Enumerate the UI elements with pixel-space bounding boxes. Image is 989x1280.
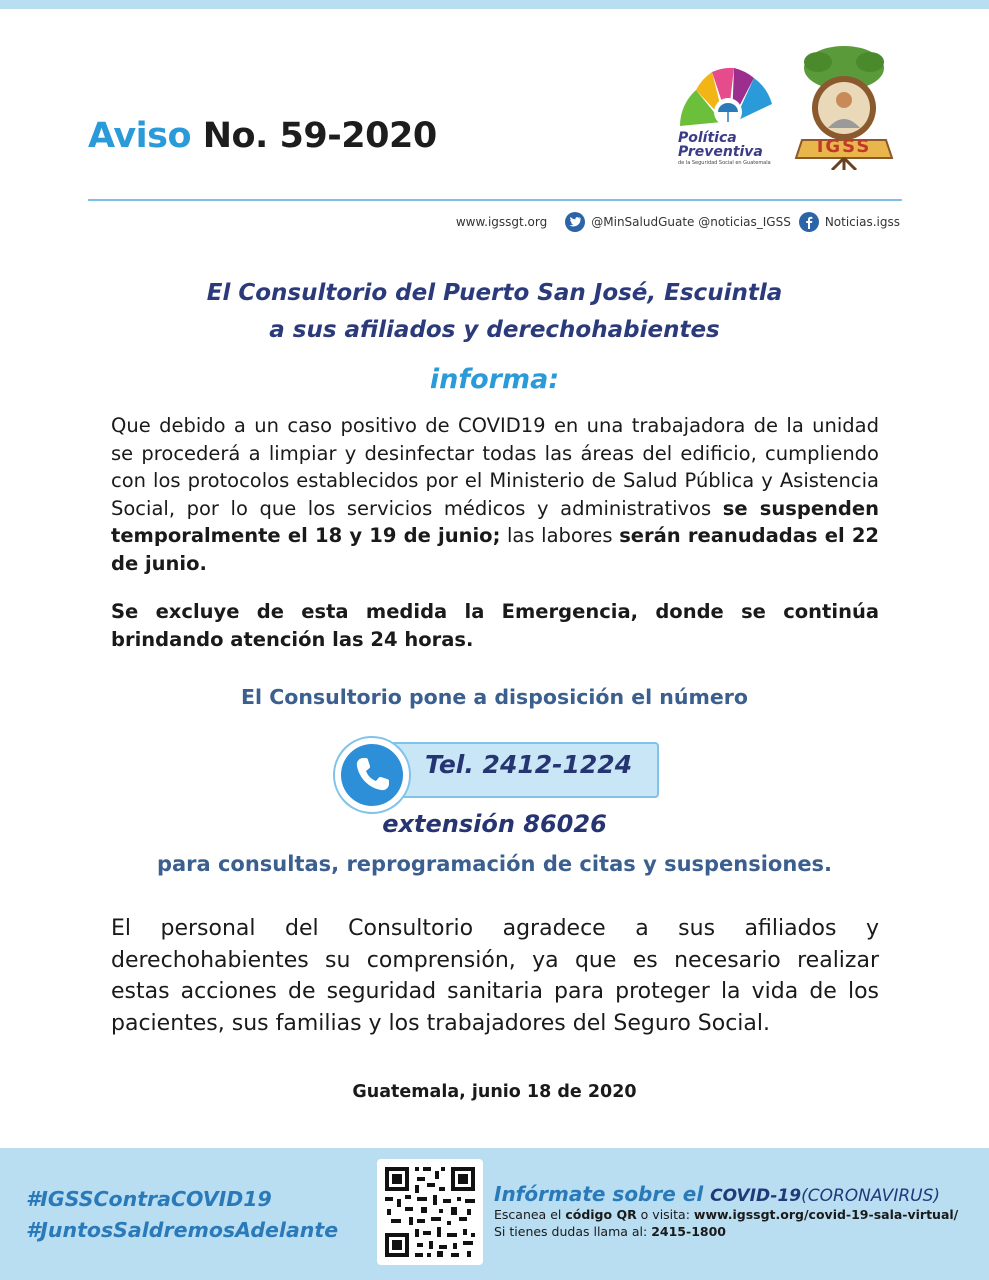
paragraph-text-c: las labores bbox=[500, 524, 620, 547]
top-accent-bar bbox=[0, 0, 989, 9]
aviso-number: No. 59-2020 bbox=[202, 116, 437, 156]
hashtag-igss-contra-covid: #IGSSContraCOVID19 bbox=[26, 1187, 272, 1211]
info-title-text: Infórmate sobre el bbox=[494, 1182, 711, 1206]
phone-box bbox=[333, 736, 657, 802]
aviso-word: Aviso bbox=[88, 116, 192, 156]
igss-logo-text: IGSS bbox=[816, 136, 872, 157]
page-title bbox=[88, 116, 437, 156]
resumption-date: serán reanudadas el 22 de junio. bbox=[111, 524, 879, 575]
heading-line-1: El Consultorio del Puerto San José, Escuintla bbox=[206, 280, 783, 306]
dudas-line bbox=[494, 1223, 974, 1240]
twitter-icon bbox=[565, 212, 585, 232]
scan-prefix: Escanea el bbox=[494, 1207, 566, 1222]
politica-preventiva-logo bbox=[672, 60, 784, 170]
twitter-handles[interactable]: @MinSaludGuate @noticias_IGSS bbox=[591, 215, 791, 229]
website-link[interactable]: www.igssgt.org bbox=[455, 215, 548, 229]
qr-code-icon bbox=[377, 1159, 483, 1265]
dudas-prefix: Si tienes dudas llama al: bbox=[494, 1224, 652, 1239]
document-date: Guatemala, junio 18 de 2020 bbox=[352, 1082, 637, 1102]
scan-mid: o visita: bbox=[636, 1207, 694, 1222]
covid-virtual-room-link[interactable]: www.igssgt.org/covid-19-sala-virtual/ bbox=[693, 1207, 959, 1222]
info-coronavirus-text: (CORONAVIRUS) bbox=[801, 1186, 941, 1206]
hashtag-juntos: #JuntosSaldremosAdelante bbox=[26, 1218, 339, 1242]
header-divider bbox=[88, 199, 902, 201]
covid-info bbox=[494, 1182, 974, 1240]
facebook-page[interactable]: Noticias.igss bbox=[824, 215, 900, 229]
consultation-purpose: para consultas, reprogramación de citas y suspensiones. bbox=[156, 852, 833, 876]
facebook-icon bbox=[799, 212, 819, 232]
phone-intro: El Consultorio pone a disposición el número bbox=[241, 685, 748, 709]
announcement-paragraph bbox=[111, 412, 879, 577]
paragraph-text-a: Que debido a un caso positivo de COVID19 en una trabajadora de la unidad se procederá a limpiar y desinfectar todas las áreas del edificio, cumpliendo con los protocolos establecidos por el Ministerio de Salud Pública y Asistencia Social, por lo que los servicios médicos y administrativos bbox=[111, 414, 879, 520]
emergency-exclusion: Se excluye de esta medida la Emergencia, donde se continúa brindando atención las 24 horas. bbox=[111, 600, 879, 651]
closing-paragraph: El personal del Consultorio agradece a sus afiliados y derechohabientes su comprensión, ya que es necesario realizar estas acciones de seguridad sanitaria para proteger la vida de los pacientes, sus familias y los trabajadores del Seguro Social. bbox=[111, 916, 879, 1036]
scan-line bbox=[494, 1206, 974, 1223]
suspension-dates: se suspenden temporalmente el 18 y 19 de junio; bbox=[111, 496, 879, 547]
phone-number[interactable]: Tel. 2412-1224 bbox=[425, 750, 633, 779]
phone-icon bbox=[341, 744, 403, 806]
heading-line-2: a sus afiliados y derechohabientes bbox=[269, 317, 720, 343]
informa-heading: informa: bbox=[429, 364, 560, 395]
info-covid-text: COVID-19 bbox=[710, 1186, 802, 1206]
logo-text-politica: Política bbox=[678, 130, 737, 146]
social-links bbox=[456, 212, 900, 232]
igss-logo bbox=[788, 40, 900, 170]
qr-code[interactable] bbox=[377, 1159, 483, 1265]
phone-icon-circle bbox=[333, 736, 411, 814]
help-phone-number[interactable]: 2415-1800 bbox=[651, 1224, 726, 1239]
phone-extension: extensión 86026 bbox=[382, 810, 607, 838]
rainbow-umbrella-icon bbox=[672, 60, 784, 130]
scan-qr-label: código QR bbox=[565, 1207, 637, 1222]
logo-text-preventiva: Preventiva bbox=[678, 144, 763, 160]
covid-info-title bbox=[494, 1182, 974, 1206]
logo-text-subtitle: de la Seguridad Social en Guatemala bbox=[678, 160, 771, 166]
